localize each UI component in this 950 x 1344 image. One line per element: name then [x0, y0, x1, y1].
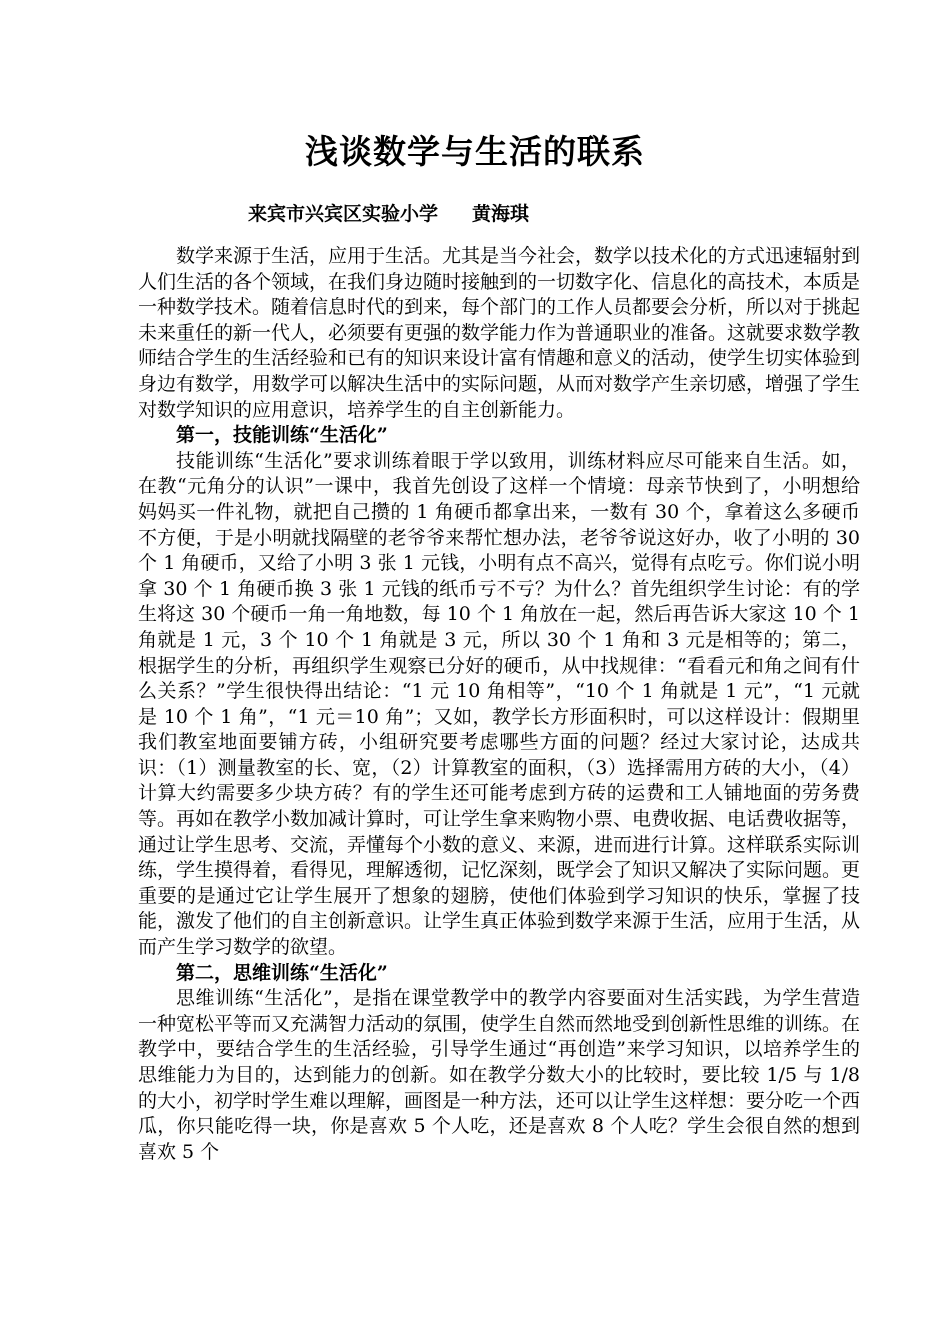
author-name: 黄海琪 — [472, 203, 530, 225]
section-paragraph-thinking-training: 思维训练“生活化”，是指在课堂教学中的教学内容要面对生活实践，为学生营造一种宽松平等而又充满智力活动的氛围，使学生自然而然地受到创新性思维的训练。在教学中，要结合学生的生活经验，引导学生通过“再创造”来学习知识，以培养学生的思维能力为目的，达到能力的创新。如在教学分数大小的比较时，要比较 1/5 与 1/8 的大小，初学时学生难以理解，画图是一种方法，还可以让学生这样想：要分吃一个西瓜，你只能吃得一块，你是喜欢 5 个人吃，还是喜欢 8 个人吃？学生会很自然的想到喜欢 5 个 — [138, 987, 861, 1163]
document-title: 浅谈数学与生活的联系 — [305, 132, 645, 171]
section-paragraph-skill-training: 技能训练“生活化”要求训练着眼于学以致用，训练材料应尽可能来自生活。如，在教“元角分的认识”一课中，我首先创设了这样一个情境：母亲节快到了，小明想给妈妈买一件礼物，就把自己攒的 1 角硬币都拿出来，一数有 30 个，拿着这么多硬币不方便，于是小明就找隔壁的老爷爷来帮忙想办法，老爷爷说这好办，收了小明的 30 个 1 角硬币，又给了小明 3 张 1 元钱，小明有点不高兴，觉得有点吃亏。你们说小明拿 30 个 1 角硬币换 3 张 1 元钱的纸币亏不亏？为什么？首先组织学生讨论：有的学生将这 30 个硬币一角一角地数，每 10 个 1 角放在一起，然后再告诉大家这 10 个 1 角就是 1 元，3 个 10 个 1 角就是 3 元，所以 30 个 1 角和 3 元是相等的；第二，根据学生的分析，再组织学生观察已分好的硬币，从中找规律：“看看元和角之间有什么关系？”学生很快得出结论：“1 元 10 角相等”，“10 个 1 角就是 1 元”，“1 元就是 10 个 1 角”，“1 元＝10 角”；又如，教学长方形面积时，可以这样设计：假期里我们教室地面要铺方砖，小组研究要考虑哪些方面的问题？经过大家讨论，达成共识：（1）测量教室的长、宽，（2）计算教室的面积，（3）选择需用方砖的大小，（4）计算大约需要多少块方砖？有的学生还可能考虑到方砖的运费和工人铺地面的劳务费等。再如在教学小数加减计算时，可让学生拿来购物小票、电费收据、电话费收据等，通过让学生思考、交流，弄懂每个小数的意义、来源，进而进行计算。这样联系实际训练，学生摸得着，看得见，理解透彻，记忆深刻，既学会了知识又解决了实际问题。更重要的是通过它让学生展开了想象的翅膀，使他们体验到学习知识的快乐，掌握了技能，激发了他们的自主创新意识。让学生真正体验到数学来源于生活，应用于生活，从而产生学习数学的欲望。 — [138, 449, 861, 959]
intro-paragraph: 数学来源于生活，应用于生活。尤其是当今社会，数学以技术化的方式迅速辐射到人们生活的各个领域，在我们身边随时接触到的一切数字化、信息化的高技术，本质是一种数学技术。随着信息时代的到来，每个部门的工作人员都要会分析，所以对于挑起未来重任的新一代人，必须要有更强的数学能力作为普通职业的准备。这就要求数学教师结合学生的生活经验和已有的知识来设计富有情趣和意义的活动，使学生切实体验到身边有数学，用数学可以解决生活中的实际问题，从而对数学产生亲切感，增强了学生对数学知识的应用意识，培养学生的自主创新能力。 — [138, 245, 861, 421]
document-body — [138, 244, 860, 1165]
section-heading-skill-training: 第一，技能训练“生活化” — [176, 424, 388, 447]
school-name: 来宾市兴宾区实验小学 — [248, 203, 439, 225]
section-heading-thinking-training: 第二，思维训练“生活化” — [176, 961, 388, 984]
byline — [248, 201, 529, 227]
